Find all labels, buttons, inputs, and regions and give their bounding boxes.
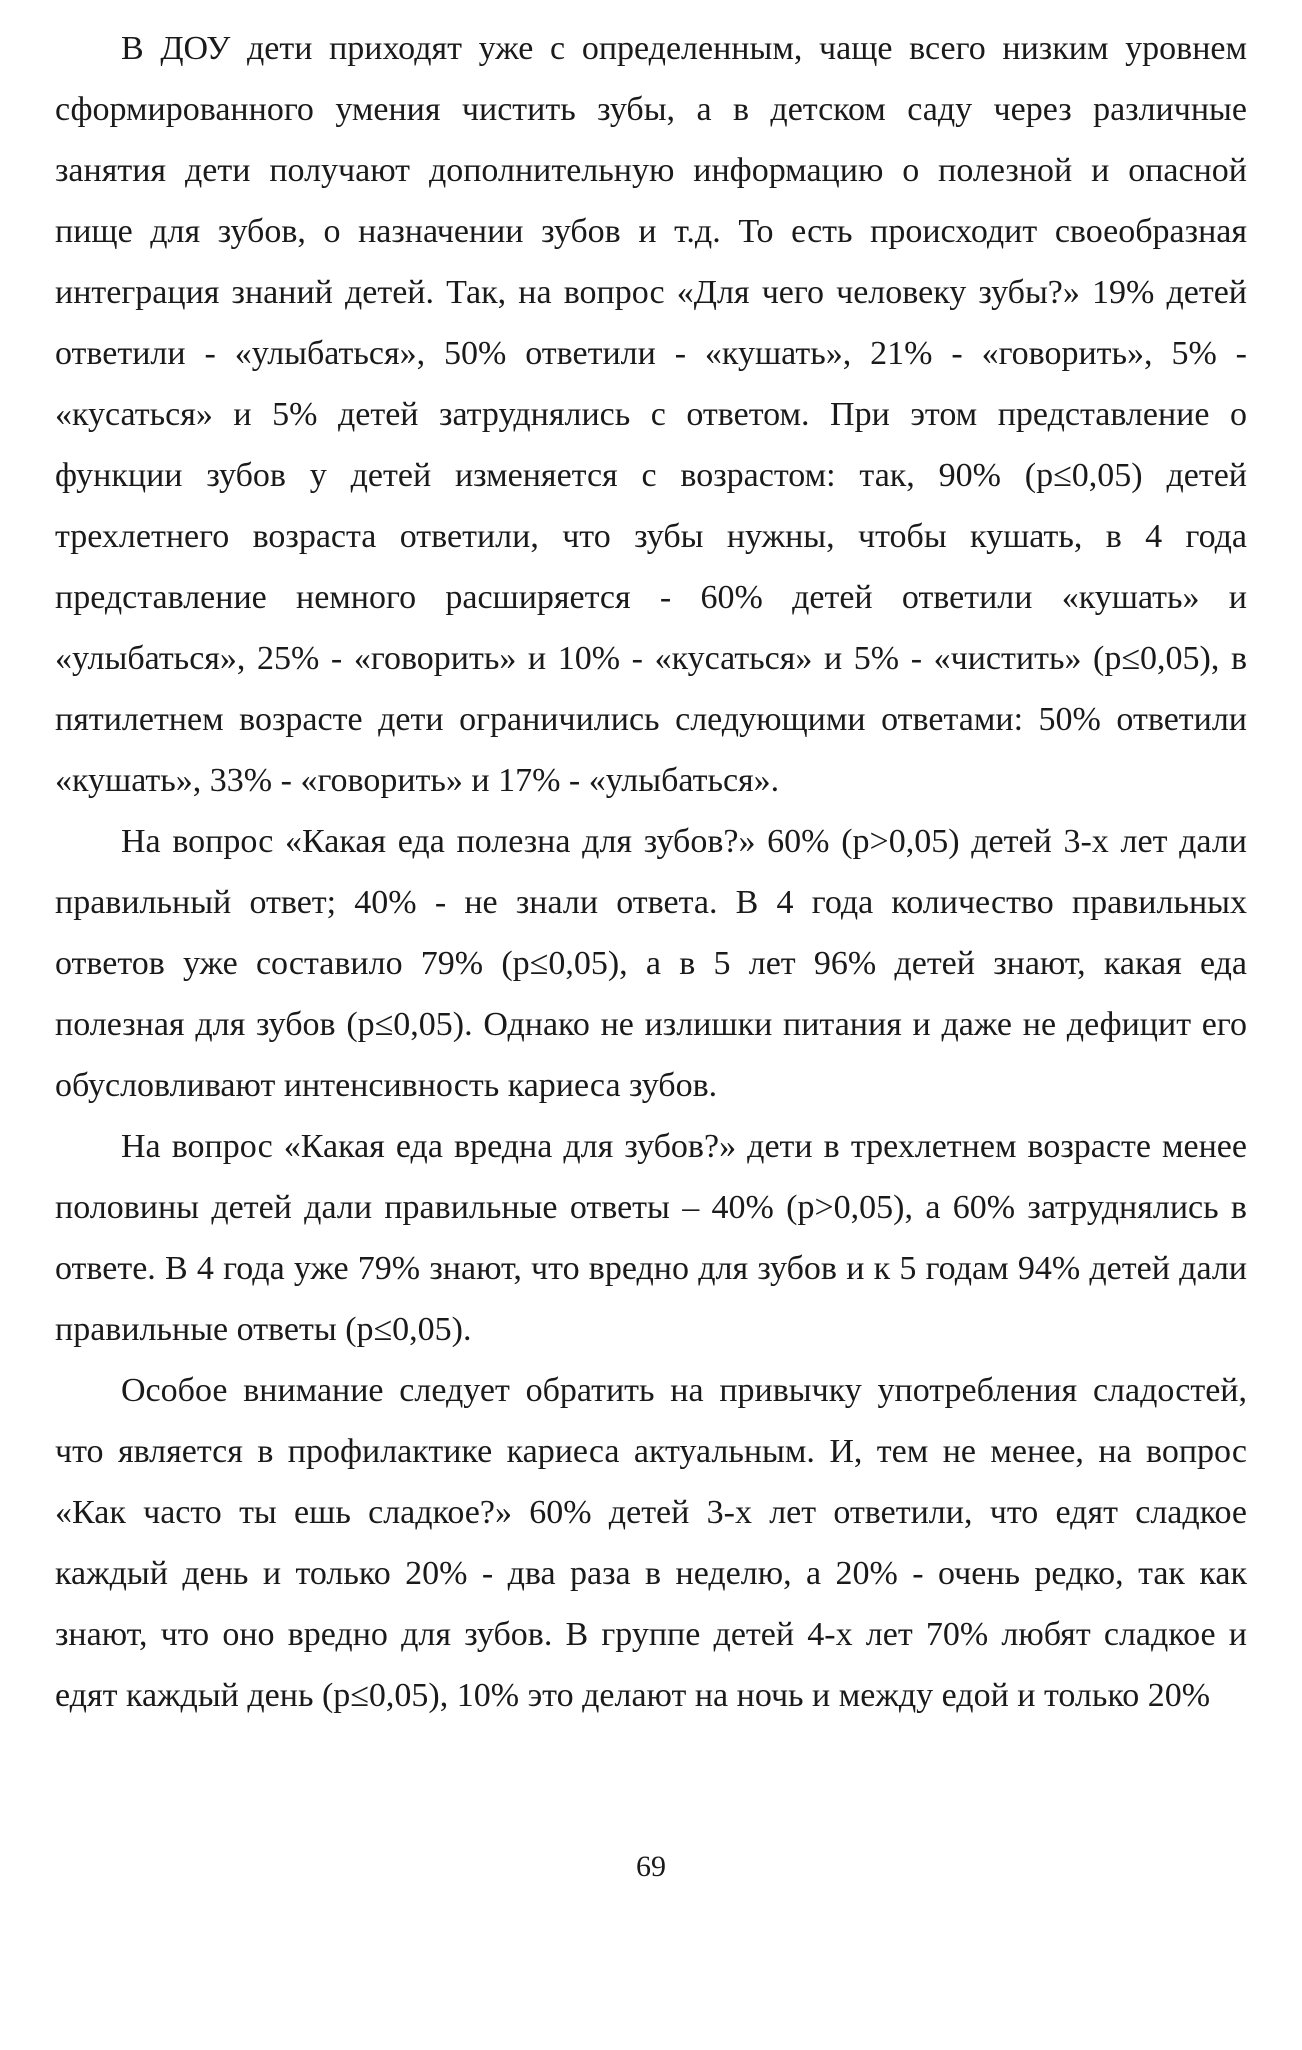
page-number: 69 xyxy=(636,1850,666,1883)
paragraph-4: Особое внимание следует обратить на привычку употребления сладостей, что является в профилактике кариеса актуальным. И, тем не менее, на вопрос «Как часто ты ешь сладкое?» 60% детей 3-х лет ответили, что едят сладкое каждый день и только 20% - два раза в неделю, а 20% - очень редко, так как знают, что оно вредно для зубов. В группе детей 4-х лет 70% любят сладкое и едят каждый день (p≤0,05), 10% это делают на ночь и между едой и только 20% xyxy=(55,1372,1247,1714)
paragraph-2: На вопрос «Какая еда полезна для зубов?» 60% (p>0,05) детей 3-х лет дали правильный ответ; 40% - не знали ответа. В 4 года количество правильных ответов уже составило 79% (p≤0,05), а в 5 лет 96% детей знают, какая еда полезная для зубов (p≤0,05). Однако не излишки питания и даже не дефицит его обусловливают интенсивность кариеса зубов. xyxy=(55,823,1247,1104)
paragraph-3: На вопрос «Какая еда вредна для зубов?» дети в трехлетнем возрасте менее половины детей дали правильные ответы – 40% (p>0,05), а 60% затруднялись в ответе. В 4 года уже 79% знают, что вредно для зубов и к 5 годам 94% детей дали правильные ответы (p≤0,05). xyxy=(55,1128,1247,1348)
paragraph-1: В ДОУ дети приходят уже с определенным, чаще всего низким уровнем сформированного умения чистить зубы, а в детском саду через различные занятия дети получают дополнительную информацию о полезной и опасной пище для зубов, о назначении зубов и т.д. То есть происходит своеобразная интеграция знаний детей. Так, на вопрос «Для чего человеку зубы?» 19% детей ответили - «улыбаться», 50% ответили - «кушать», 21% - «говорить», 5% - «кусаться» и 5% детей затруднялись с ответом. При этом представление о функции зубов у детей изменяется с возрастом: так, 90% (p≤0,05) детей трехлетнего возраста ответили, что зубы нужны, чтобы кушать, в 4 года представление немного расширяется - 60% детей ответили «кушать» и «улыбаться», 25% - «говорить» и 10% - «кусаться» и 5% - «чистить» (p≤0,05), в пятилетнем возрасте дети ограничились следующими ответами: 50% ответили «кушать», 33% - «говорить» и 17% - «улыбаться». xyxy=(55,30,1247,799)
body-text xyxy=(55,18,1247,1726)
